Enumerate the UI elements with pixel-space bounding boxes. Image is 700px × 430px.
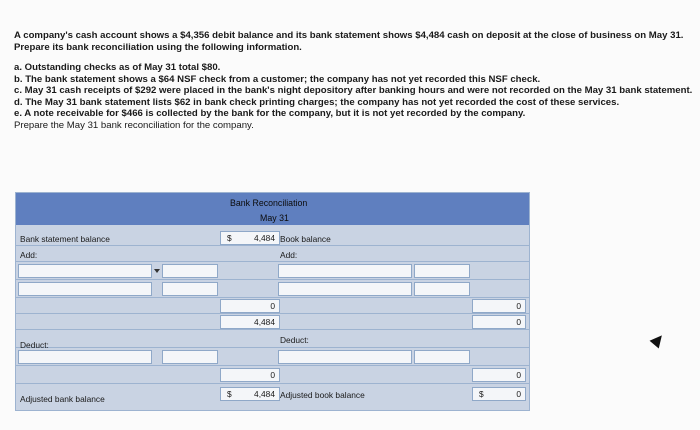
adjusted-bank-balance-value: $ 4,484 <box>220 387 280 401</box>
bank-statement-balance-label: Bank statement balance <box>20 234 110 244</box>
problem-item-a: a. Outstanding checks as of May 31 total $80. <box>14 62 221 73</box>
bank-deduct-description-input[interactable] <box>18 350 152 364</box>
bank-statement-balance-value: $ 4,484 <box>220 231 280 245</box>
bank-deduct-subtotal: 0 <box>220 368 280 382</box>
book-add-total: 0 <box>472 299 526 313</box>
table-header <box>16 193 529 225</box>
problem-item-e: e. A note receivable for $466 is collected by the bank for the company, but it is not yet recorded by the company. <box>14 108 526 119</box>
bank-add-description-input-1[interactable] <box>18 264 152 278</box>
bank-add-subtotal: 0 <box>220 299 280 313</box>
book-deduct-label: Deduct: <box>280 335 309 345</box>
book-deduct-total: 0 <box>472 368 526 382</box>
chevron-down-icon[interactable] <box>154 269 160 273</box>
problem-item-d: d. The May 31 bank statement lists $62 in bank check printing charges; the company has not yet recorded the cost of these services. <box>14 96 620 108</box>
bank-add-label: Add: <box>20 250 38 260</box>
table-title: Bank Reconciliation <box>230 198 308 208</box>
book-balance-label: Book balance <box>280 234 331 244</box>
book-add-amount-input-1[interactable] <box>414 264 470 278</box>
problem-item-b: b. The bank statement shows a $64 NSF check from a customer; the company has not yet recorded this NSF check. <box>14 73 541 85</box>
bank-add-amount-input-1[interactable] <box>162 264 218 278</box>
bank-after-add-total: 4,484 <box>220 315 280 329</box>
book-add-label: Add: <box>280 250 298 260</box>
problem-statement <box>14 30 694 131</box>
problem-prompt: Prepare the May 31 bank reconciliation for the company. <box>14 119 254 131</box>
book-after-add-total: 0 <box>472 315 526 329</box>
bank-reconciliation-table <box>15 192 530 411</box>
problem-items <box>14 62 694 120</box>
table-date: May 31 <box>260 213 289 223</box>
bank-add-amount-input-2[interactable] <box>162 282 218 296</box>
problem-item-c: c. May 31 cash receipts of $292 were placed in the bank's night depository after banking hours and were not recorded on the May 31 bank statement. <box>14 85 693 96</box>
dollar-sign: $ <box>479 389 484 399</box>
adjusted-book-balance-value: $ 0 <box>472 387 526 401</box>
adjusted-bank-balance-label: Adjusted bank balance <box>20 394 105 404</box>
problem-intro: A company's cash account shows a $4,356 debit balance and its bank statement shows $4,484 cash on deposit at the close of business on May 31. Prepare its bank reconciliation using the following information. <box>14 30 684 53</box>
book-add-description-input-2[interactable] <box>278 282 412 296</box>
adjusted-book-balance-label: Adjusted book balance <box>280 390 365 400</box>
bank-deduct-amount-input[interactable] <box>162 350 218 364</box>
bank-deduct-label: Deduct: <box>20 340 49 350</box>
mouse-cursor-icon <box>650 332 667 349</box>
book-add-amount-input-2[interactable] <box>414 282 470 296</box>
dollar-sign: $ <box>227 389 232 399</box>
book-deduct-description-input[interactable] <box>278 350 412 364</box>
book-deduct-amount-input[interactable] <box>414 350 470 364</box>
dollar-sign: $ <box>227 233 232 243</box>
book-add-description-input-1[interactable] <box>278 264 412 278</box>
bank-add-description-input-2[interactable] <box>18 282 152 296</box>
